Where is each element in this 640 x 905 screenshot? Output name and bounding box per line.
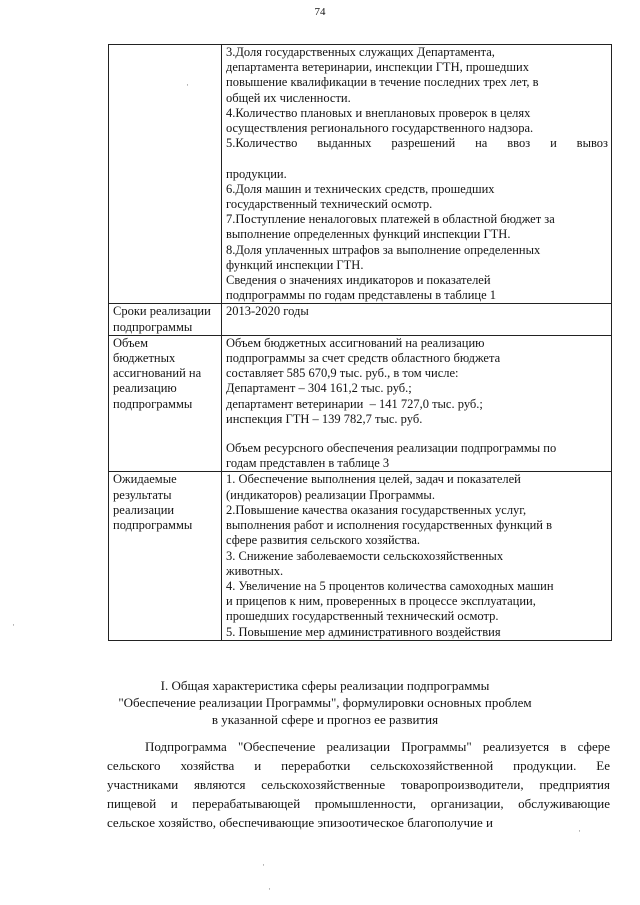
indicator-line: 7.Поступление неналоговых платежей в областной бюджет за	[226, 212, 555, 227]
result-line: 3. Снижение заболеваемости сельскохозяйственных	[226, 548, 504, 563]
budget-label-line: Объем	[113, 335, 148, 350]
results-value-cell	[222, 472, 612, 640]
result-line: (индикаторов) реализации Программы.	[226, 487, 435, 502]
indicator-line: продукции.	[226, 166, 287, 181]
indicators-label-cell	[109, 45, 222, 304]
results-label-cell	[109, 472, 222, 640]
indicator-line: выполнение определенных функций инспекции ГТН.	[226, 227, 511, 242]
indicator-line: функций инспекции ГТН.	[226, 257, 364, 272]
indicator-line: государственный технический осмотр.	[226, 197, 433, 212]
scan-speck: ·	[186, 80, 189, 90]
result-line: выполнения работ и исполнения государственных функций в	[226, 518, 553, 533]
budget-label-cell	[109, 335, 222, 472]
section-heading-line: в указанной сфере и прогноз ее развития	[211, 712, 439, 727]
section-heading	[70, 677, 580, 728]
budget-line: департамент ветеринарии – 141 727,0 тыс. руб.;	[226, 396, 483, 411]
terms-label-line: подпрограммы	[113, 319, 193, 334]
page-number: 74	[314, 6, 326, 18]
budget-line: составляет 585 670,9 тыс. руб., в том числе:	[226, 366, 459, 381]
budget-note-line: годам представлен в таблице 3	[226, 456, 390, 471]
scan-speck: ·	[268, 884, 271, 894]
table-row-budget	[109, 335, 612, 472]
body-line: Подпрограмма "Обеспечение реализации Программы" реализуется в сфере	[145, 739, 610, 754]
table-row-results	[109, 472, 612, 640]
budget-label-line: ассигнований на	[113, 366, 202, 381]
indicator-line: Сведения о значениях индикаторов и показателей	[226, 273, 491, 288]
budget-note-line: Объем ресурсного обеспечения реализации подпрограммы по	[226, 441, 557, 456]
section-heading-line: I. Общая характеристика сферы реализации подпрограммы	[160, 678, 490, 693]
indicator-line: подпрограммы по годам представлены в таблице 1	[226, 288, 497, 303]
result-line: 2.Повышение качества оказания государственных услуг,	[226, 502, 527, 517]
budget-line: подпрограммы за счет средств областного бюджета	[226, 351, 501, 366]
terms-value: 2013-2020 годы	[226, 304, 309, 319]
body-line: сельского хозяйства и переработки сельскохозяйственной продукции. Ее	[107, 758, 610, 773]
result-line: сфере развития сельского хозяйства.	[226, 533, 421, 548]
budget-line: инспекция ГТН – 139 782,7 тыс. руб.	[226, 411, 423, 426]
result-line: 1. Обеспечение выполнения целей, задач и показателей	[226, 472, 521, 487]
results-label-line: Ожидаемые	[113, 472, 177, 487]
section-heading-line: "Обеспечение реализации Программы", формулировки основных проблем	[118, 695, 532, 710]
indicator-line: 4.Количество плановых и внеплановых проверок в целях	[226, 105, 531, 120]
result-line: 4. Увеличение на 5 процентов количества самоходных машин	[226, 578, 554, 593]
scan-speck: ·	[578, 826, 581, 836]
budget-label-line: бюджетных	[113, 351, 176, 366]
indicator-line: осуществления регионального государственного надзора.	[226, 121, 534, 136]
body-line: пищевой и перерабатывающей промышленности, организации, обслуживающие	[107, 796, 610, 811]
table-row-indicators	[109, 45, 612, 304]
budget-line: Департамент – 304 161,2 тыс. руб.;	[226, 381, 412, 396]
body-line: участниками являются сельскохозяйственные товаропроизводители, предприятия	[107, 777, 610, 792]
table-row-terms	[109, 304, 612, 335]
scan-speck: ·	[12, 620, 15, 630]
terms-value-cell	[222, 304, 612, 335]
results-label-line: результаты	[113, 487, 172, 502]
budget-label-line: подпрограммы	[113, 396, 193, 411]
indicators-value-cell	[222, 45, 612, 304]
subprogram-passport-table	[108, 44, 612, 641]
results-label-line: реализации	[113, 502, 175, 517]
results-label-line: подпрограммы	[113, 518, 193, 533]
section-body-paragraph	[107, 737, 610, 832]
result-line: прошедших государственный технический осмотр.	[226, 609, 499, 624]
paragraph-gap	[226, 427, 608, 441]
indicator-line: повышение квалификации в течение последних трех лет, в	[226, 75, 539, 90]
result-line: 5. Повышение мер административного воздействия	[226, 624, 501, 639]
terms-label-line: Сроки реализации	[113, 304, 211, 319]
result-line: животных.	[226, 563, 284, 578]
indicator-line: 3.Доля государственных служащих Департамента,	[226, 45, 495, 59]
indicator-line: 8.Доля уплаченных штрафов за выполнение определенных	[226, 242, 541, 257]
result-line: и прицепов к ним, проверенных в процессе эксплуатации,	[226, 594, 536, 609]
body-line: сельское хозяйство, обеспечивающие эпизоотическое благополучие и	[107, 815, 493, 830]
indicator-line: общей их численности.	[226, 90, 351, 105]
budget-label-line: реализацию	[113, 381, 177, 396]
budget-line: Объем бюджетных ассигнований на реализацию	[226, 335, 485, 350]
budget-value-cell	[222, 335, 612, 472]
indicator-line: 6.Доля машин и технических средств, прошедших	[226, 181, 495, 196]
terms-label-cell	[109, 304, 222, 335]
indicator-line: департамента ветеринарии, инспекции ГТН, прошедших	[226, 60, 529, 75]
indicator-line: 5.Количество выданных разрешений на ввоз и вывоз	[226, 136, 608, 151]
scan-speck: ·	[262, 860, 265, 870]
